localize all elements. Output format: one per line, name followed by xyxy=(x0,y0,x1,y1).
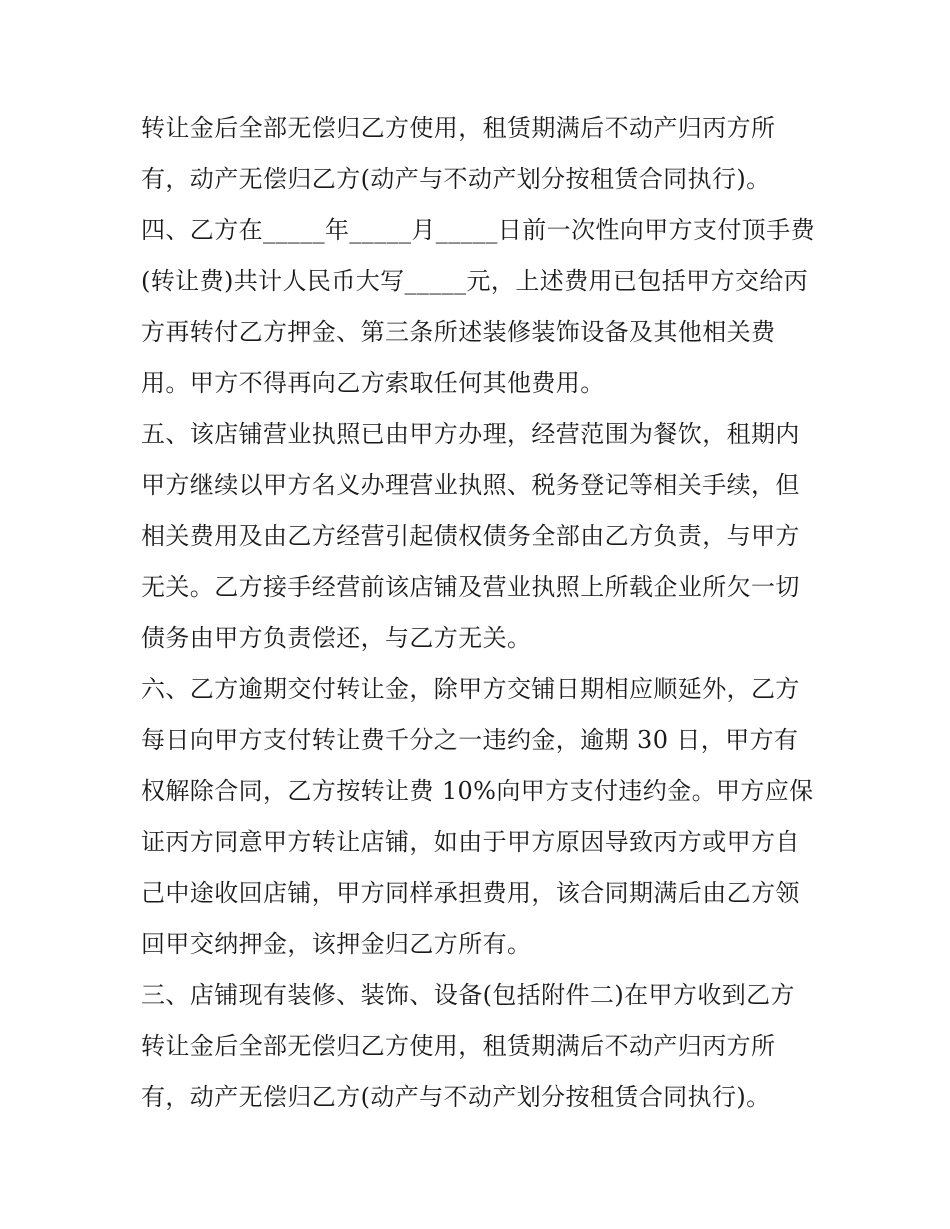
text-line: 五、该店铺营业执照已由甲方办理，经营范围为餐饮，租期内 xyxy=(141,420,800,448)
text-line: 证丙方同意甲方转让店铺，如由于甲方原因导致丙方或甲方自 xyxy=(141,828,800,856)
text-line: 有，动产无偿归乙方(动产与不动产划分按租赁合同执行)。 xyxy=(141,1083,771,1111)
text-line: 四、乙方在_____年_____月_____日前一次性向甲方支付顶手费 xyxy=(141,216,815,244)
document-page xyxy=(141,103,821,1123)
text-line: 债务由甲方负责偿还，与乙方无关。 xyxy=(141,624,532,652)
text-line: 用。甲方不得再向乙方索取任何其他费用。 xyxy=(141,369,605,397)
text-line: 每日向甲方支付转让费千分之一违约金，逾期 30 日，甲方有 xyxy=(141,726,799,754)
text-line: 甲方继续以甲方名义办理营业执照、税务登记等相关手续，但 xyxy=(141,471,800,499)
text-line: 转让金后全部无偿归乙方使用，租赁期满后不动产归丙方所 xyxy=(141,114,776,142)
text-line: 转让金后全部无偿归乙方使用，租赁期满后不动产归丙方所 xyxy=(141,1032,776,1060)
text-line: 方再转付乙方押金、第三条所述装修装饰设备及其他相关费 xyxy=(141,318,776,346)
text-line: 六、乙方逾期交付转让金，除甲方交铺日期相应顺延外，乙方 xyxy=(141,675,800,703)
text-line: 权解除合同，乙方按转让费 10%向甲方支付违约金。甲方应保 xyxy=(141,777,814,805)
text-line: 有，动产无偿归乙方(动产与不动产划分按租赁合同执行)。 xyxy=(141,165,771,193)
text-line: 三、店铺现有装修、装饰、设备(包括附件二)在甲方收到乙方 xyxy=(141,981,795,1009)
text-line: (转让费)共计人民币大写_____元，上述费用已包括甲方交给丙 xyxy=(141,267,809,295)
text-line: 无关。乙方接手经营前该店铺及营业执照上所载企业所欠一切 xyxy=(141,573,800,601)
text-line: 己中途收回店铺，甲方同样承担费用，该合同期满后由乙方领 xyxy=(141,879,800,907)
text-line: 相关费用及由乙方经营引起债权债务全部由乙方负责，与甲方 xyxy=(141,522,800,550)
text-line: 回甲交纳押金，该押金归乙方所有。 xyxy=(141,930,532,958)
